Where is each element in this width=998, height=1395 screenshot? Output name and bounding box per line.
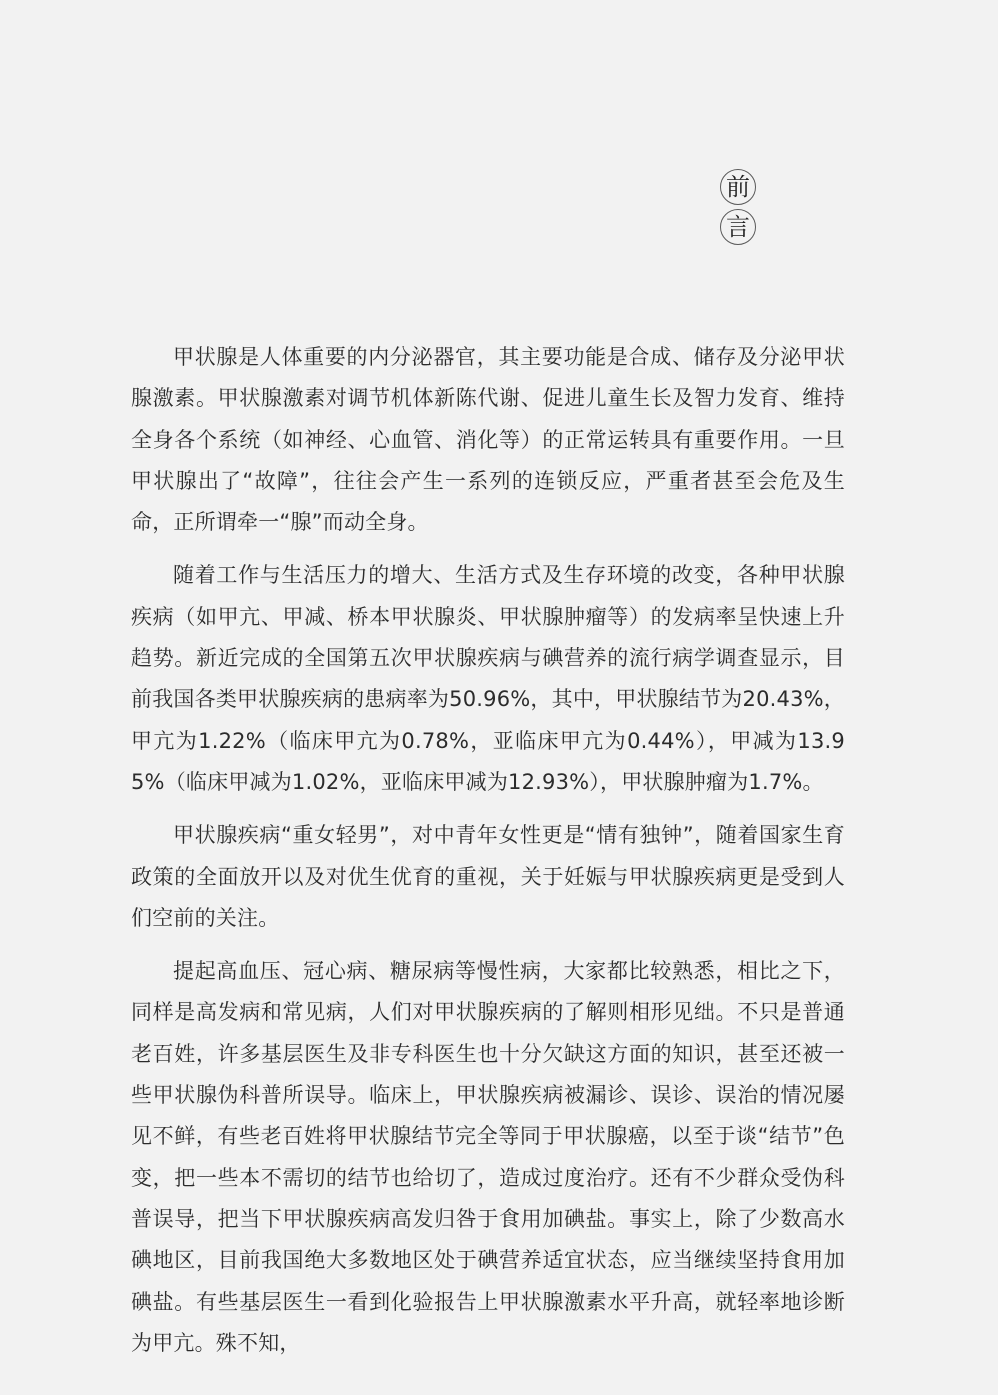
preface-body [131, 337, 845, 1376]
preface-title [720, 169, 758, 249]
paragraph-3: 甲状腺疾病“重女轻男”，对中青年女性更是“情有独钟”，随着国家生育政策的全面放开以及对优生优育的重视，关于妊娠与甲状腺疾病更是受到人们空前的关注。 [131, 823, 845, 930]
preface-title-char-2: 言 [720, 209, 756, 245]
preface-title-char-1: 前 [720, 169, 756, 205]
paragraph-4: 提起高血压、冠心病、糖尿病等慢性病，大家都比较熟悉，相比之下，同样是高发病和常见病，人们对甲状腺疾病的了解则相形见绌。不只是普通老百姓，许多基层医生及非专科医生也十分欠缺这方面的知识，甚至还被一些甲状腺伪科普所误导。临床上，甲状腺疾病被漏诊、误诊、误治的情况屡见不鲜，有些老百姓将甲状腺结节完全等同于甲状腺癌，以至于谈“结节”色变，把一些本不需切的结节也给切了，造成过度治疗。还有不少群众受伪科普误导，把当下甲状腺疾病高发归咎于食用加碘盐。事实上，除了少数高水碘地区，目前我国绝大多数地区处于碘营养适宜状态，应当继续坚持食用加碘盐。有些基层医生一看到化验报告上甲状腺激素水平升高，就轻率地诊断为甲亢。殊不知， [131, 959, 845, 1355]
paragraph-1: 甲状腺是人体重要的内分泌器官，其主要功能是合成、储存及分泌甲状腺激素。甲状腺激素对调节机体新陈代谢、促进儿童生长及智力发育、维持全身各个系统（如神经、心血管、消化等）的正常运转具有重要作用。一旦甲状腺出了“故障”，往往会产生一系列的连锁反应，严重者甚至会危及生命，正所谓牵一“腺”而动全身。 [131, 345, 845, 535]
paragraph-2: 随着工作与生活压力的增大、生活方式及生存环境的改变，各种甲状腺疾病（如甲亢、甲减、桥本甲状腺炎、甲状腺肿瘤等）的发病率呈快速上升趋势。新近完成的全国第五次甲状腺疾病与碘营养的流行病学调查显示，目前我国各类甲状腺疾病的患病率为50.96%，其中，甲状腺结节为20.43%，甲亢为1.22%（临床甲亢为0.78%，亚临床甲亢为0.44%），甲减为13.95%（临床甲减为1.02%，亚临床甲减为12.93%），甲状腺肿瘤为1.7%。 [131, 563, 845, 794]
